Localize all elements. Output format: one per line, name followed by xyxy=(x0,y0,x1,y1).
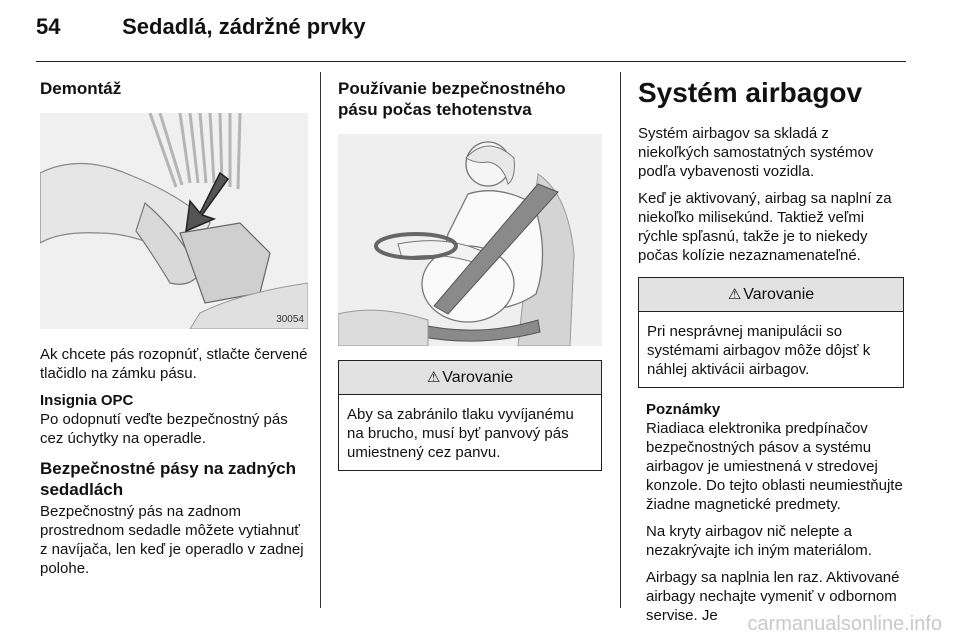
airbags-activation-text: Keď je aktivovaný, airbag sa naplní za niekoľko milisekúnd. Taktiež veľmi rýchle spľasnú, takže je to niekedy počas kolízie nezaznamenateľné. xyxy=(638,190,892,264)
note-title: Poznámky xyxy=(646,401,721,418)
note-text-2: Na kryty airbagov nič nelepte a nezakrývajte ich iným materiálom. xyxy=(646,523,872,559)
warning-icon: ⚠ xyxy=(426,369,441,386)
column-divider-2 xyxy=(620,72,621,608)
warning-icon: ⚠ xyxy=(727,286,742,303)
section-heading-pregnancy: Používanie bezpečnostného pásu počas tehotenstva xyxy=(338,79,566,119)
page-header xyxy=(36,14,365,40)
removal-text: Ak chcete pás rozopnúť, stlačte červené tlačidlo na zámku pásu. xyxy=(40,346,308,382)
warning-text: Aby sa zabránilo tlaku vyvíjanému na brucho, musí byť panvový pás umiestnený cez panvu. xyxy=(347,406,574,461)
note-text-3: Airbagy sa naplnia len raz. Aktivované airbagy nechajte vymeniť v odbornom servise. Je xyxy=(646,569,900,624)
airbags-intro-text: Systém airbagov sa skladá z niekoľkých samostatných systémov podľa vybavenosti vozidla. xyxy=(638,125,874,180)
watermark: carmanualsonline.info xyxy=(747,613,942,635)
column-1 xyxy=(40,70,308,586)
insignia-opc-text: Po odopnutí veďte bezpečnostný pás cez úchytky na operadle. xyxy=(40,411,288,447)
column-divider-1 xyxy=(320,72,321,608)
insignia-opc-subheading: Insignia OPC xyxy=(40,392,134,409)
section-heading-rear-belts: Bezpečnostné pásy na zadných sedadlách xyxy=(40,459,297,499)
note-block xyxy=(638,400,904,625)
figure-number: 30054 xyxy=(276,314,304,325)
section-heading-airbags: Systém airbagov xyxy=(638,77,863,108)
warning-header xyxy=(639,278,903,312)
warning-title: Varovanie xyxy=(442,369,514,386)
column-2 xyxy=(338,70,602,471)
rear-belts-text: Bezpečnostný pás na zadnom prostrednom sedadle môžete vytiahnuť z navíjača, len keď je operadlo v zadnej polohe. xyxy=(40,503,304,577)
seatbelt-release-illustration xyxy=(40,113,308,329)
warning-text: Pri nesprávnej manipulácii so systémami airbagov môže dôjsť k náhlej aktivácii airbagov. xyxy=(647,323,871,378)
header-rule xyxy=(36,61,906,62)
page-number: 54 xyxy=(36,14,61,39)
section-heading-removal: Demontáž xyxy=(40,79,122,98)
warning-box-pregnancy xyxy=(338,360,602,471)
column-3 xyxy=(638,70,904,633)
warning-title: Varovanie xyxy=(743,286,815,303)
note-text-1: Riadiaca elektronika predpínačov bezpečnostných pásov a systému airbagov je umiestnená v stredovej konzole. Do tejto oblasti neumiestňujte žiadne magnetické predmety. xyxy=(646,420,903,513)
warning-header xyxy=(339,361,601,395)
warning-box-airbags xyxy=(638,277,904,388)
pregnant-driver-illustration xyxy=(338,134,602,346)
chapter-title: Sedadlá, zádržné prvky xyxy=(122,14,366,39)
